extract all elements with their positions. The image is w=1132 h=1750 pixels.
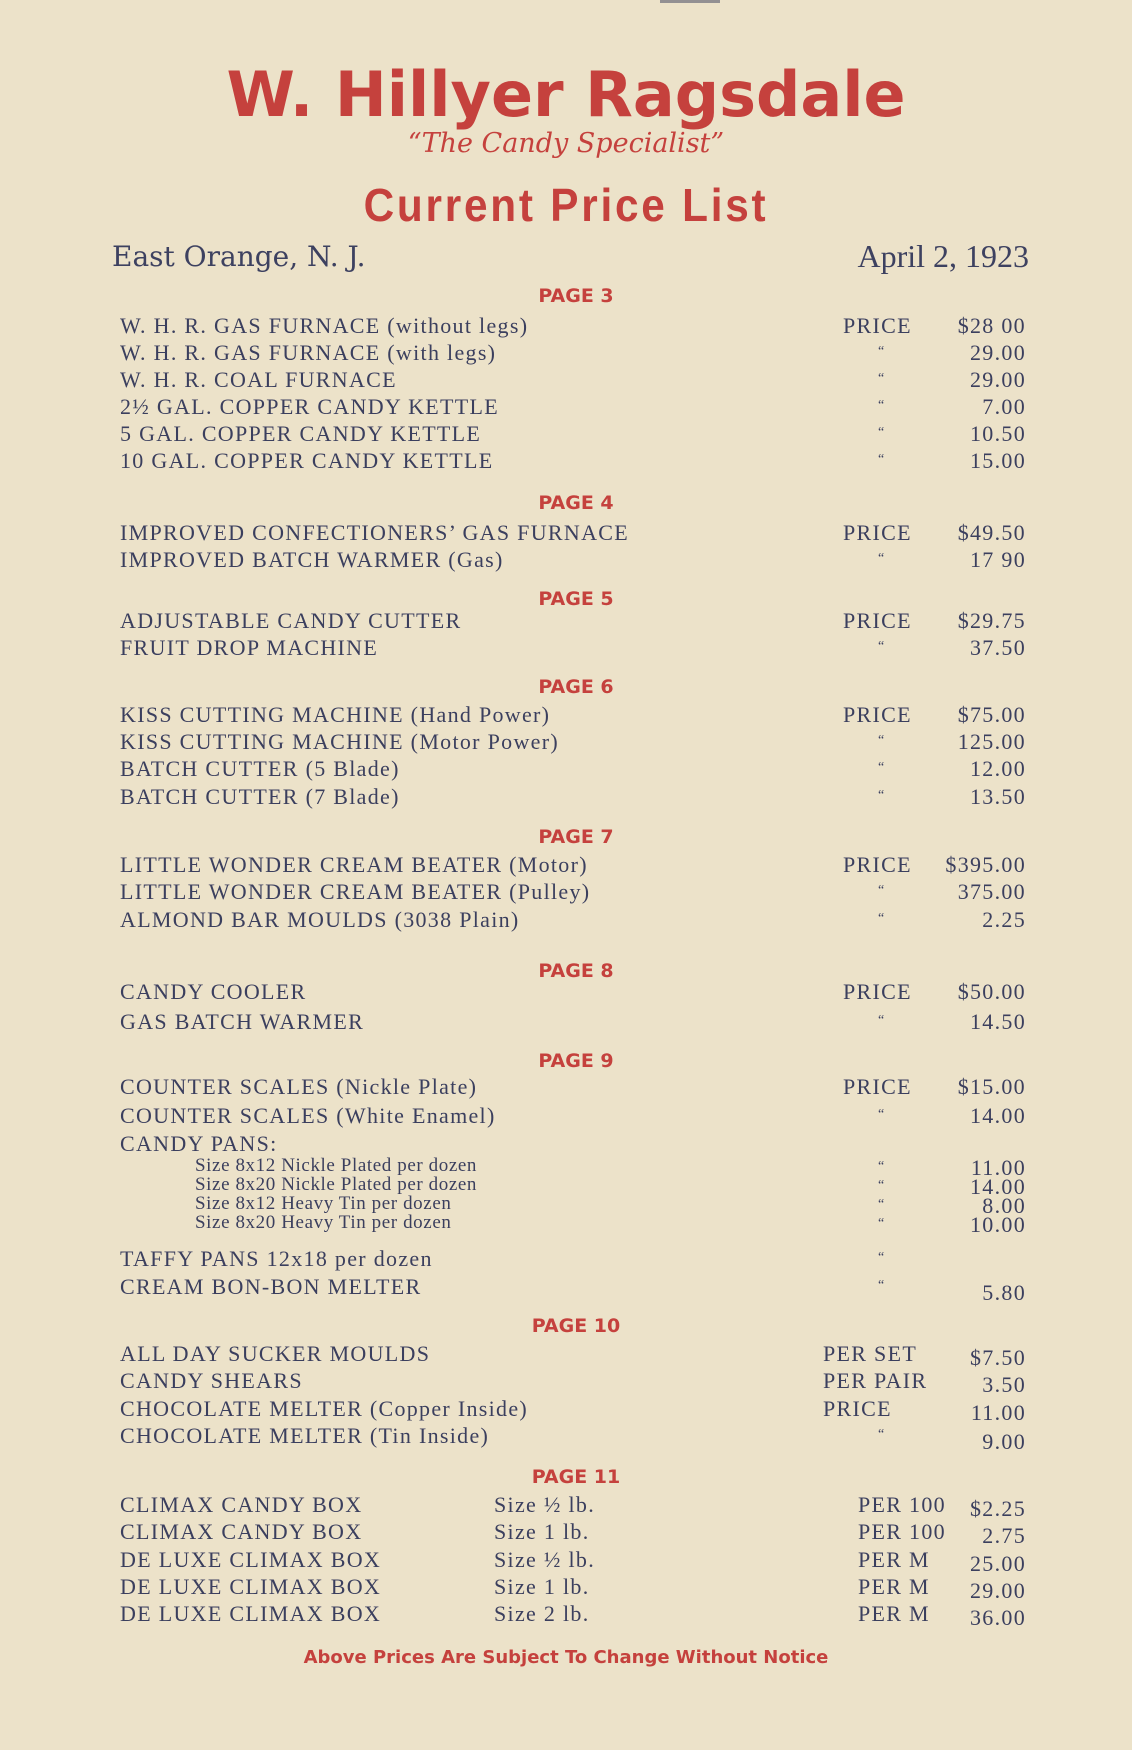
- item-price: 14.00: [970, 1174, 1026, 1199]
- item-unit-ditto: “: [878, 1107, 886, 1122]
- item-name: CLIMAX CANDY BOX: [120, 1519, 363, 1544]
- item-name: CHOCOLATE MELTER (Copper Inside): [120, 1396, 529, 1421]
- item-unit-ditto: “: [878, 760, 886, 775]
- item-price: 10.50: [970, 421, 1026, 446]
- item-price: 29.00: [970, 340, 1026, 365]
- item-name: Size 8x20 Nickle Plated per dozen: [195, 1174, 478, 1195]
- item-price: $29.75: [957, 608, 1026, 633]
- item-unit: PER M: [858, 1601, 930, 1626]
- item-name: LITTLE WONDER CREAM BEATER (Pulley): [120, 879, 591, 904]
- item-unit-ditto: “: [878, 1197, 886, 1212]
- item-name: GAS BATCH WARMER: [120, 1009, 365, 1034]
- item-unit-ditto: “: [878, 1159, 886, 1174]
- section-heading-page-3: PAGE 3: [538, 285, 614, 307]
- item-price: $50.00: [957, 979, 1026, 1004]
- item-unit: PER M: [858, 1574, 930, 1599]
- item-name: TAFFY PANS 12x18 per dozen: [120, 1246, 433, 1271]
- item-name: CLIMAX CANDY BOX: [120, 1492, 363, 1517]
- list-item: [0, 1396, 1132, 1425]
- item-price: $28 00: [957, 313, 1026, 338]
- item-name: CANDY SHEARS: [120, 1368, 303, 1393]
- item-price: 13.50: [970, 784, 1026, 809]
- list-item: [0, 907, 1132, 933]
- item-name: KISS CUTTING MACHINE (Motor Power): [120, 729, 559, 754]
- item-unit: PRICE: [823, 1396, 892, 1421]
- item-unit: PRICE: [843, 702, 912, 727]
- item-unit: PRICE: [843, 608, 912, 633]
- item-name: IMPROVED BATCH WARMER (Gas): [120, 547, 504, 572]
- section-heading-page-6: PAGE 6: [538, 676, 614, 698]
- item-unit-ditto: “: [878, 1178, 886, 1193]
- item-name: BATCH CUTTER (5 Blade): [120, 756, 400, 781]
- item-size: Size ½ lb.: [494, 1547, 595, 1572]
- item-unit-ditto: “: [878, 788, 886, 803]
- item-size: Size 1 lb.: [494, 1574, 590, 1599]
- price-list-title: Current Price List: [363, 179, 769, 231]
- item-size: Size 1 lb.: [494, 1519, 590, 1544]
- item-name: COUNTER SCALES (White Enamel): [120, 1103, 496, 1128]
- item-name: W. H. R. GAS FURNACE (with legs): [120, 340, 497, 365]
- item-price: 375.00: [957, 879, 1026, 904]
- item-unit: PRICE: [843, 852, 912, 877]
- item-name: KISS CUTTING MACHINE (Hand Power): [120, 702, 551, 727]
- item-price: 10.00: [970, 1212, 1026, 1237]
- tagline: “The Candy Specialist”: [407, 128, 725, 159]
- list-item: [0, 1601, 1132, 1630]
- item-unit: PER 100: [858, 1492, 946, 1517]
- item-unit: PRICE: [843, 1074, 912, 1099]
- item-price: 14.50: [970, 1009, 1026, 1034]
- list-item: [0, 1423, 1132, 1454]
- item-price: 3.50: [982, 1372, 1026, 1397]
- item-price: 29.00: [970, 367, 1026, 392]
- list-item: [0, 1103, 1132, 1129]
- item-unit: PER PAIR: [823, 1368, 928, 1393]
- list-item: [0, 702, 1132, 728]
- item-price: 37.50: [970, 635, 1026, 660]
- list-item: [0, 1574, 1132, 1603]
- item-unit-ditto: “: [878, 344, 886, 359]
- item-name: Size 8x20 Heavy Tin per dozen: [195, 1212, 452, 1233]
- list-item: [0, 394, 1132, 420]
- item-name: ALL DAY SUCKER MOULDS: [120, 1341, 431, 1366]
- list-item: [0, 1368, 1132, 1397]
- item-unit-ditto: “: [878, 639, 886, 654]
- list-item: [0, 421, 1132, 447]
- item-size: Size 2 lb.: [494, 1601, 590, 1626]
- list-item: [0, 1492, 1132, 1521]
- item-size: Size ½ lb.: [494, 1492, 595, 1517]
- list-item: [0, 340, 1132, 366]
- list-item: [0, 367, 1132, 393]
- item-name: DE LUXE CLIMAX BOX: [120, 1574, 382, 1599]
- item-price: 9.00: [982, 1429, 1026, 1454]
- item-name: Size 8x12 Nickle Plated per dozen: [195, 1155, 478, 1176]
- list-item: [0, 1009, 1132, 1035]
- item-price: $2.25: [970, 1496, 1026, 1521]
- item-name: IMPROVED CONFECTIONERS’ GAS FURNACE: [120, 520, 629, 545]
- item-unit-ditto: “: [878, 1427, 886, 1442]
- item-price: 11.00: [970, 1400, 1026, 1425]
- item-name: W. H. R. GAS FURNACE (without legs): [120, 313, 529, 338]
- item-unit-ditto: “: [878, 551, 886, 566]
- item-name: CANDY COOLER: [120, 979, 307, 1004]
- section-heading-page-11: PAGE 11: [531, 1466, 621, 1488]
- list-item: [0, 852, 1132, 878]
- item-unit: PER M: [858, 1547, 930, 1572]
- item-price: $75.00: [957, 702, 1026, 727]
- section-heading-page-5: PAGE 5: [538, 588, 614, 610]
- company-title: W. Hillyer Ragsdale: [226, 58, 906, 131]
- item-unit: PER 100: [858, 1519, 946, 1544]
- location: East Orange, N. J.: [112, 240, 366, 273]
- list-item: [0, 1547, 1132, 1576]
- list-item: [0, 608, 1132, 634]
- item-price: $15.00: [957, 1074, 1026, 1099]
- item-name: W. H. R. COAL FURNACE: [120, 367, 397, 392]
- item-price: 25.00: [970, 1551, 1026, 1576]
- list-item: [0, 979, 1132, 1005]
- item-name: FRUIT DROP MACHINE: [120, 635, 379, 660]
- item-price: 14.00: [970, 1103, 1026, 1128]
- item-name: DE LUXE CLIMAX BOX: [120, 1601, 382, 1626]
- item-price: 5.80: [982, 1280, 1026, 1305]
- footer-notice: Above Prices Are Subject To Change Without Notice: [303, 1647, 829, 1668]
- item-unit: PRICE: [843, 313, 912, 338]
- item-price: 2.75: [982, 1523, 1026, 1548]
- item-name: LITTLE WONDER CREAM BEATER (Motor): [120, 852, 588, 877]
- item-price: 125.00: [957, 729, 1026, 754]
- item-name: DE LUXE CLIMAX BOX: [120, 1547, 382, 1572]
- list-item: [0, 1341, 1132, 1370]
- item-unit-ditto: “: [878, 1216, 886, 1231]
- date: April 2, 1923: [857, 238, 1029, 274]
- item-price: 7.00: [982, 394, 1026, 419]
- item-unit: PRICE: [843, 520, 912, 545]
- section-heading-page-7: PAGE 7: [538, 826, 614, 848]
- item-name: ADJUSTABLE CANDY CUTTER: [120, 608, 462, 633]
- list-item: [0, 784, 1132, 810]
- item-unit-ditto: “: [878, 1013, 886, 1028]
- item-name: COUNTER SCALES (Nickle Plate): [120, 1074, 478, 1099]
- list-item: [0, 1246, 1132, 1272]
- list-item: [0, 1519, 1132, 1548]
- list-item: [0, 756, 1132, 782]
- section-heading-page-4: PAGE 4: [538, 492, 614, 514]
- list-item: [0, 729, 1132, 755]
- item-price: $7.50: [970, 1345, 1026, 1370]
- list-item: [0, 547, 1132, 573]
- item-price: 8.00: [982, 1193, 1026, 1218]
- item-price: 11.00: [970, 1155, 1026, 1180]
- list-item: [0, 313, 1132, 339]
- section-heading-page-8: PAGE 8: [538, 960, 614, 982]
- list-item: [0, 448, 1132, 474]
- item-unit-ditto: “: [878, 911, 886, 926]
- item-price: $49.50: [957, 520, 1026, 545]
- item-name: CREAM BON-BON MELTER: [120, 1274, 422, 1299]
- list-subitem: [0, 1212, 1132, 1238]
- section-heading-page-9: PAGE 9: [538, 1050, 614, 1072]
- list-item: [0, 1274, 1132, 1305]
- item-name: BATCH CUTTER (7 Blade): [120, 784, 400, 809]
- item-price: 36.00: [970, 1605, 1026, 1630]
- item-price: $395.00: [945, 852, 1026, 877]
- item-unit-ditto: “: [878, 733, 886, 748]
- item-name: 10 GAL. COPPER CANDY KETTLE: [120, 448, 494, 473]
- item-name: Size 8x12 Heavy Tin per dozen: [195, 1193, 452, 1214]
- list-item: [0, 520, 1132, 546]
- item-unit: PER SET: [823, 1341, 918, 1366]
- list-item: [0, 1074, 1132, 1100]
- item-unit-ditto: “: [878, 371, 886, 386]
- list-item: [0, 879, 1132, 905]
- item-name: CANDY PANS:: [120, 1131, 278, 1156]
- item-unit-ditto: “: [878, 883, 886, 898]
- item-unit-ditto: “: [878, 452, 886, 467]
- item-price: 17 90: [970, 547, 1026, 572]
- item-name: ALMOND BAR MOULDS (3038 Plain): [120, 907, 520, 932]
- item-unit-ditto: “: [878, 1278, 886, 1293]
- section-heading-page-10: PAGE 10: [531, 1315, 621, 1337]
- item-unit-ditto: “: [878, 1250, 886, 1265]
- paper-fold-mark: [660, 0, 720, 3]
- item-price: 15.00: [970, 448, 1026, 473]
- item-unit: PRICE: [843, 979, 912, 1004]
- item-name: CHOCOLATE MELTER (Tin Inside): [120, 1423, 490, 1448]
- item-price: 29.00: [970, 1578, 1026, 1603]
- item-unit-ditto: “: [878, 398, 886, 413]
- item-unit-ditto: “: [878, 425, 886, 440]
- list-item: [0, 1131, 1132, 1157]
- item-price: 2.25: [982, 907, 1026, 932]
- item-name: 5 GAL. COPPER CANDY KETTLE: [120, 421, 482, 446]
- item-price: 12.00: [970, 756, 1026, 781]
- list-item: [0, 635, 1132, 661]
- item-name: 2½ GAL. COPPER CANDY KETTLE: [120, 394, 499, 419]
